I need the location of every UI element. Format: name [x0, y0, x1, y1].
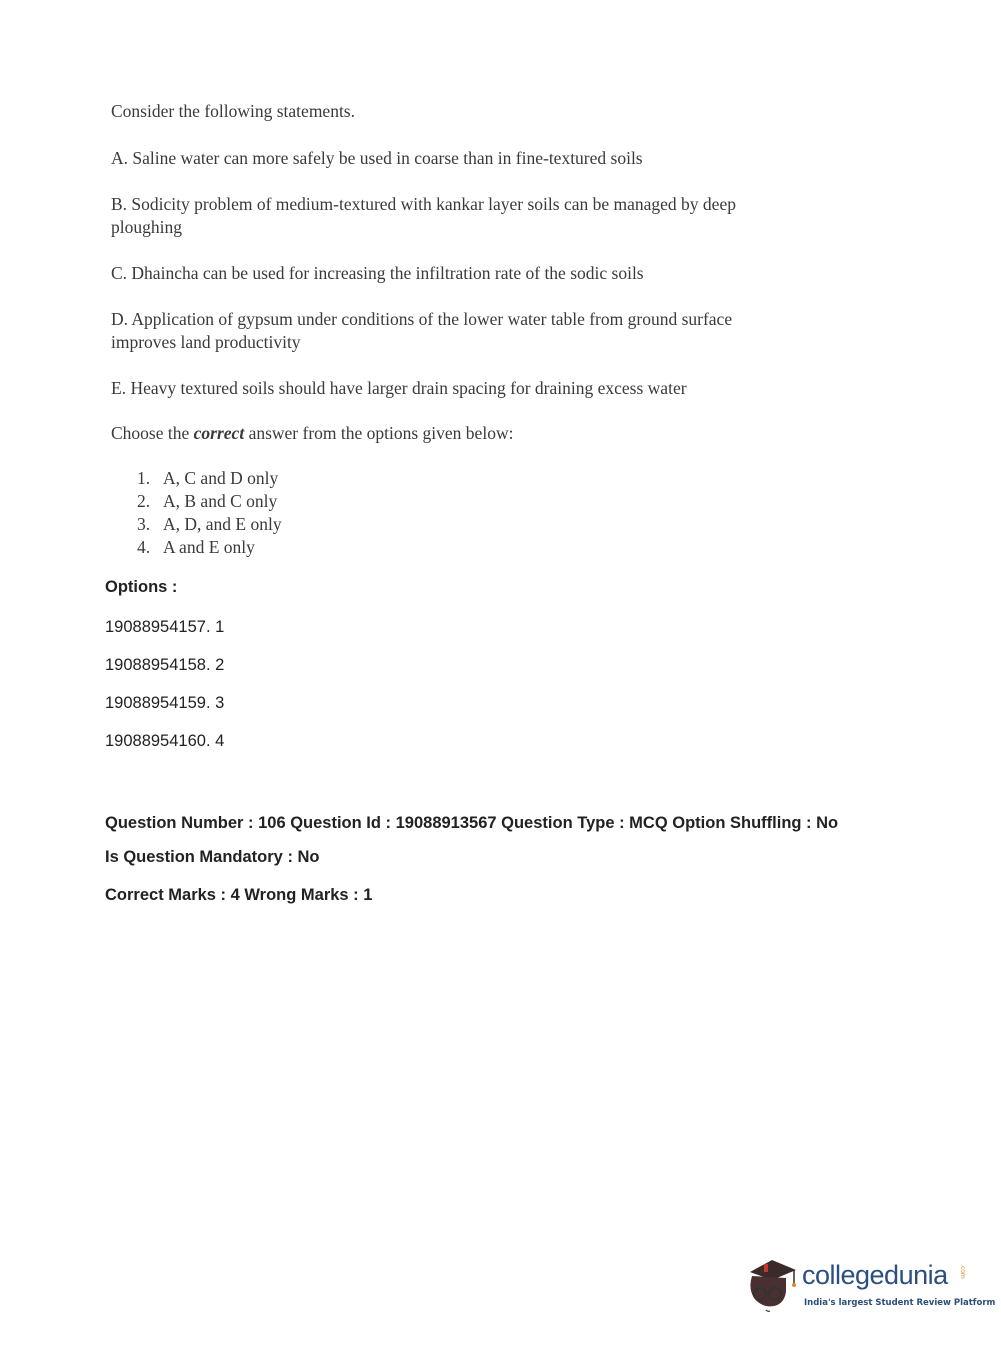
- question-meta-line: Question Number : 106 Question Id : 19088913567 Question Type : MCQ Option Shuffling : No: [105, 814, 839, 832]
- option-item: 19088954160. 4: [105, 732, 225, 750]
- logo-suffix: .com: [959, 1264, 966, 1279]
- answer-text: A and E only: [163, 537, 255, 557]
- answer-item: [137, 513, 282, 536]
- answer-number: 2.: [137, 491, 151, 511]
- answer-number: 3.: [137, 514, 151, 534]
- statement-c: C. Dhaincha can be used for increasing the infiltration rate of the sodic soils: [111, 263, 644, 283]
- answer-item: [137, 467, 282, 490]
- marks-line: Correct Marks : 4 Wrong Marks : 1: [105, 886, 373, 904]
- choose-instruction: [111, 422, 513, 445]
- statement-e: E. Heavy textured soils should have larger drain spacing for draining excess water: [111, 378, 687, 398]
- answer-text: A, C and D only: [163, 468, 279, 488]
- statement-a: A. Saline water can more safely be used in coarse than in fine-textured soils: [111, 148, 643, 168]
- statement-d: D. Application of gypsum under conditions of the lower water table from ground surface improves land productivity: [111, 309, 733, 352]
- answer-text: A, D, and E only: [163, 514, 282, 534]
- answer-list: [137, 467, 282, 559]
- answer-item: [137, 536, 282, 559]
- option-item: 19088954158. 2: [105, 656, 225, 674]
- choose-prefix: Choose the: [111, 423, 194, 443]
- statement-b: B. Sodicity problem of medium-textured with kankar layer soils can be managed by deep ploughing: [111, 194, 736, 237]
- question-intro: Consider the following statements.: [111, 101, 355, 121]
- option-item: 19088954159. 3: [105, 694, 225, 712]
- choose-emphasis: correct: [193, 423, 245, 443]
- option-item: 19088954157. 1: [105, 618, 225, 636]
- answer-number: 4.: [137, 537, 151, 557]
- mascot-icon: [742, 1250, 800, 1314]
- choose-suffix: answer from the options given below:: [244, 423, 514, 443]
- answer-number: 1.: [137, 468, 151, 488]
- logo-name: collegedunia: [802, 1260, 948, 1290]
- answer-item: [137, 490, 282, 513]
- answer-text: A, B and C only: [163, 491, 278, 511]
- mandatory-line: Is Question Mandatory : No: [105, 848, 320, 866]
- options-title: Options :: [105, 578, 178, 596]
- logo-tagline: India's largest Student Review Platform: [804, 1298, 996, 1308]
- collegedunia-logo: [742, 1250, 996, 1320]
